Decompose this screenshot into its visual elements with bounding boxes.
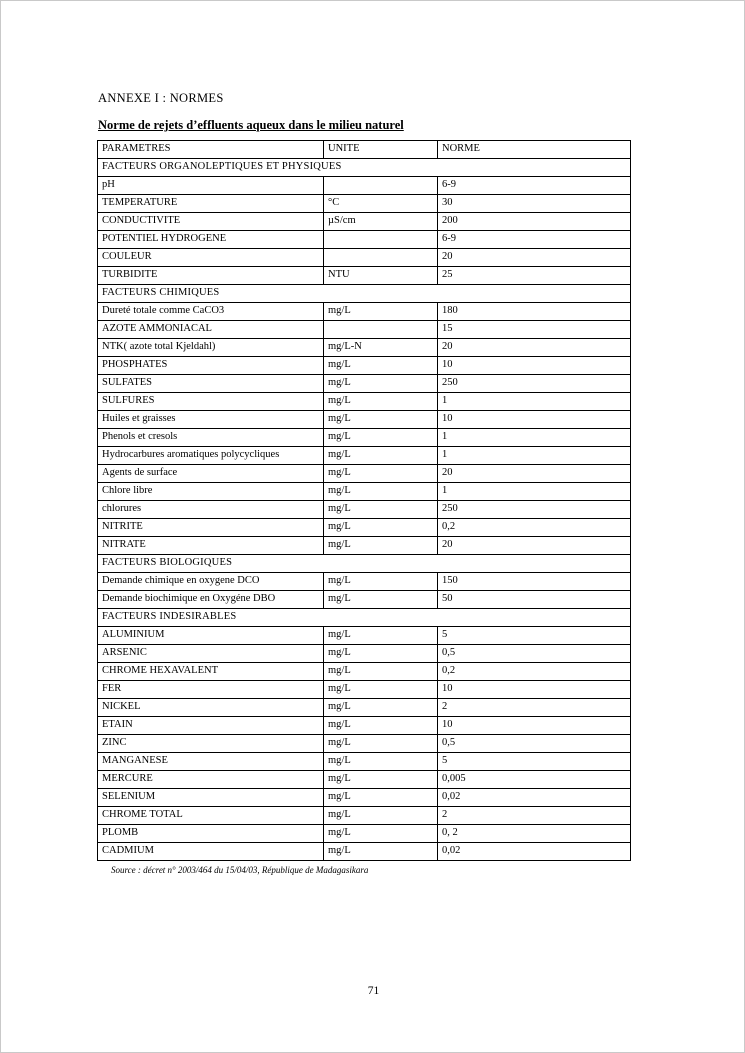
table-row <box>98 771 631 789</box>
param-cell: Chlore libre <box>98 483 324 501</box>
param-cell: MERCURE <box>98 771 324 789</box>
param-cell: PLOMB <box>98 825 324 843</box>
section-label: FACTEURS BIOLOGIQUES <box>98 555 631 573</box>
norm-cell: 2 <box>438 699 631 717</box>
norm-cell: 200 <box>438 213 631 231</box>
table-row <box>98 375 631 393</box>
table-row <box>98 663 631 681</box>
param-cell: AZOTE AMMONIACAL <box>98 321 324 339</box>
param-cell: Demande biochimique en Oxygéne DBO <box>98 591 324 609</box>
unit-cell: mg/L <box>324 411 438 429</box>
table-row <box>98 483 631 501</box>
norm-cell: 20 <box>438 537 631 555</box>
table-row <box>98 231 631 249</box>
norms-table <box>97 140 631 861</box>
norm-cell: 6-9 <box>438 231 631 249</box>
unit-cell <box>324 177 438 195</box>
table-row <box>98 681 631 699</box>
unit-cell <box>324 321 438 339</box>
param-cell: CHROME TOTAL <box>98 807 324 825</box>
table-title: Norme de rejets d’effluents aqueux dans le milieu naturel <box>98 118 404 132</box>
param-cell: Huiles et graisses <box>98 411 324 429</box>
norm-cell: 6-9 <box>438 177 631 195</box>
table-row <box>98 267 631 285</box>
param-cell: pH <box>98 177 324 195</box>
norm-cell: 1 <box>438 447 631 465</box>
param-cell: NITRATE <box>98 537 324 555</box>
norm-cell: 20 <box>438 339 631 357</box>
table-row <box>98 465 631 483</box>
param-cell: Demande chimique en oxygene DCO <box>98 573 324 591</box>
unit-cell: mg/L <box>324 825 438 843</box>
unit-cell: mg/L <box>324 393 438 411</box>
table-body <box>98 159 631 861</box>
table-row <box>98 393 631 411</box>
param-cell: CHROME HEXAVALENT <box>98 663 324 681</box>
norm-cell: 15 <box>438 321 631 339</box>
table-row <box>98 447 631 465</box>
unit-cell <box>324 249 438 267</box>
param-cell: chlorures <box>98 501 324 519</box>
param-cell: NITRITE <box>98 519 324 537</box>
unit-cell: µS/cm <box>324 213 438 231</box>
unit-cell: mg/L <box>324 519 438 537</box>
unit-cell: mg/L <box>324 627 438 645</box>
table-row <box>98 195 631 213</box>
table-row <box>98 699 631 717</box>
unit-cell: mg/L <box>324 357 438 375</box>
norm-cell: 10 <box>438 357 631 375</box>
unit-cell: mg/L <box>324 699 438 717</box>
unit-cell: mg/L <box>324 681 438 699</box>
header-row <box>98 141 631 159</box>
table-row <box>98 735 631 753</box>
norm-cell: 0,02 <box>438 843 631 861</box>
unit-cell: NTU <box>324 267 438 285</box>
section-row <box>98 285 631 303</box>
table-row <box>98 357 631 375</box>
param-cell: CONDUCTIVITE <box>98 213 324 231</box>
param-cell: SULFURES <box>98 393 324 411</box>
norm-cell: 150 <box>438 573 631 591</box>
param-cell: PHOSPHATES <box>98 357 324 375</box>
table-row <box>98 411 631 429</box>
norm-cell: 25 <box>438 267 631 285</box>
unit-cell: mg/L <box>324 753 438 771</box>
source-note: Source : décret n° 2003/464 du 15/04/03, République de Madagasikara <box>111 865 369 875</box>
table-row <box>98 717 631 735</box>
norm-cell: 30 <box>438 195 631 213</box>
unit-cell: mg/L <box>324 789 438 807</box>
unit-cell: mg/L <box>324 537 438 555</box>
norm-cell: 0,2 <box>438 519 631 537</box>
param-cell: ARSENIC <box>98 645 324 663</box>
table-row <box>98 753 631 771</box>
unit-cell: mg/L <box>324 429 438 447</box>
table-row <box>98 177 631 195</box>
table-row <box>98 591 631 609</box>
norm-cell: 250 <box>438 375 631 393</box>
param-cell: NTK( azote total Kjeldahl) <box>98 339 324 357</box>
norm-cell: 5 <box>438 627 631 645</box>
norm-cell: 0,02 <box>438 789 631 807</box>
table-row <box>98 807 631 825</box>
norm-cell: 10 <box>438 681 631 699</box>
norm-cell: 10 <box>438 717 631 735</box>
param-cell: MANGANESE <box>98 753 324 771</box>
section-row <box>98 159 631 177</box>
section-row <box>98 555 631 573</box>
table-row <box>98 825 631 843</box>
table-row <box>98 339 631 357</box>
param-cell: TURBIDITE <box>98 267 324 285</box>
norm-cell: 0,005 <box>438 771 631 789</box>
table-row <box>98 537 631 555</box>
param-cell: Phenols et cresols <box>98 429 324 447</box>
unit-cell: mg/L <box>324 771 438 789</box>
section-label: FACTEURS CHIMIQUES <box>98 285 631 303</box>
table-row <box>98 645 631 663</box>
section-label: FACTEURS INDESIRABLES <box>98 609 631 627</box>
unit-cell: mg/L-N <box>324 339 438 357</box>
table-row <box>98 789 631 807</box>
unit-cell: mg/L <box>324 645 438 663</box>
norm-cell: 1 <box>438 429 631 447</box>
norm-cell: 250 <box>438 501 631 519</box>
unit-cell: mg/L <box>324 501 438 519</box>
unit-cell: mg/L <box>324 483 438 501</box>
table-row <box>98 627 631 645</box>
param-cell: ALUMINIUM <box>98 627 324 645</box>
section-label: FACTEURS ORGANOLEPTIQUES ET PHYSIQUES <box>98 159 631 177</box>
table-row <box>98 321 631 339</box>
norm-cell: 0, 2 <box>438 825 631 843</box>
table-row <box>98 519 631 537</box>
norm-cell: 20 <box>438 249 631 267</box>
page-content <box>97 91 631 875</box>
norm-cell: 0,5 <box>438 645 631 663</box>
param-cell: Agents de surface <box>98 465 324 483</box>
param-cell: NICKEL <box>98 699 324 717</box>
unit-cell: mg/L <box>324 843 438 861</box>
section-row <box>98 609 631 627</box>
page-number: 71 <box>367 985 380 997</box>
norm-cell: 1 <box>438 393 631 411</box>
param-cell: SELENIUM <box>98 789 324 807</box>
column-header-norme: NORME <box>438 141 631 159</box>
norm-cell: 20 <box>438 465 631 483</box>
unit-cell: mg/L <box>324 663 438 681</box>
unit-cell: mg/L <box>324 717 438 735</box>
unit-cell: mg/L <box>324 465 438 483</box>
table-row <box>98 501 631 519</box>
norm-cell: 5 <box>438 753 631 771</box>
param-cell: FER <box>98 681 324 699</box>
param-cell: COULEUR <box>98 249 324 267</box>
norm-cell: 50 <box>438 591 631 609</box>
column-header-parametres: PARAMETRES <box>98 141 324 159</box>
param-cell: ZINC <box>98 735 324 753</box>
table-row <box>98 573 631 591</box>
norm-cell: 2 <box>438 807 631 825</box>
column-header-unite: UNITE <box>324 141 438 159</box>
unit-cell: mg/L <box>324 735 438 753</box>
param-cell: TEMPERATURE <box>98 195 324 213</box>
param-cell: POTENTIEL HYDROGENE <box>98 231 324 249</box>
unit-cell: mg/L <box>324 807 438 825</box>
table-row <box>98 303 631 321</box>
table-row <box>98 843 631 861</box>
table-row <box>98 249 631 267</box>
param-cell: ETAIN <box>98 717 324 735</box>
unit-cell: mg/L <box>324 303 438 321</box>
unit-cell <box>324 231 438 249</box>
param-cell: CADMIUM <box>98 843 324 861</box>
annexe-heading: ANNEXE I : NORMES <box>98 91 224 105</box>
norm-cell: 0,2 <box>438 663 631 681</box>
param-cell: SULFATES <box>98 375 324 393</box>
norm-cell: 10 <box>438 411 631 429</box>
unit-cell: °C <box>324 195 438 213</box>
table-row <box>98 429 631 447</box>
norm-cell: 0,5 <box>438 735 631 753</box>
param-cell: Dureté totale comme CaCO3 <box>98 303 324 321</box>
unit-cell: mg/L <box>324 447 438 465</box>
norm-cell: 180 <box>438 303 631 321</box>
unit-cell: mg/L <box>324 591 438 609</box>
unit-cell: mg/L <box>324 573 438 591</box>
norm-cell: 1 <box>438 483 631 501</box>
table-row <box>98 213 631 231</box>
param-cell: Hydrocarbures aromatiques polycycliques <box>98 447 324 465</box>
unit-cell: mg/L <box>324 375 438 393</box>
